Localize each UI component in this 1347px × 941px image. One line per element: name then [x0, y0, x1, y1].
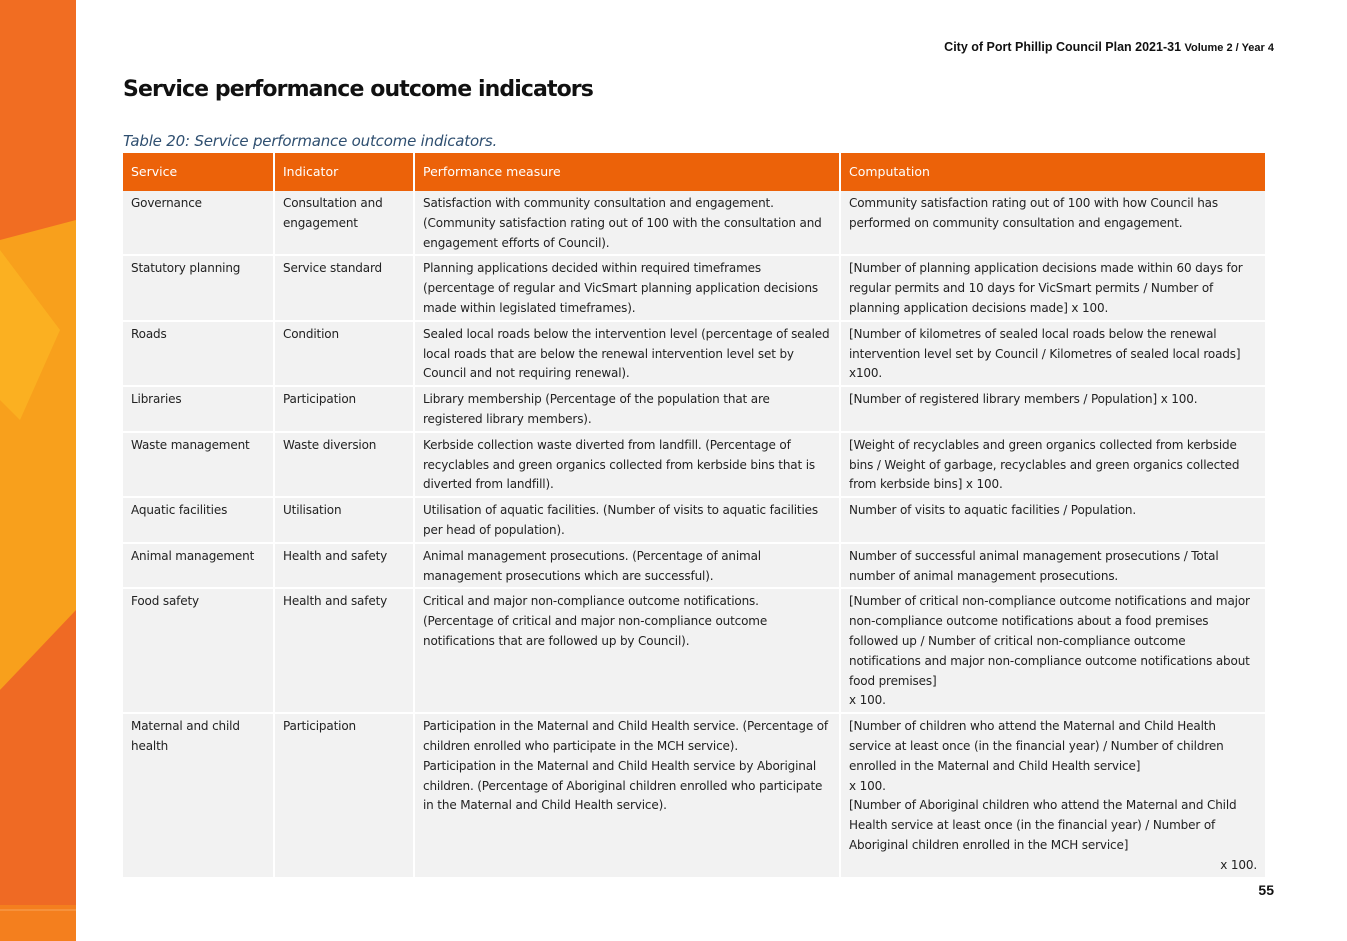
- document-header: [944, 40, 1274, 54]
- service-text: Statutory planning: [131, 261, 241, 276]
- measure-cell: [414, 191, 840, 255]
- service-text: Food safety: [131, 594, 199, 609]
- computation-text: [Number of children who attend the Maternal and Child Health service at least once (in the financial year) / Number of children enrolled in the Maternal and Child Health service] x 100. [Number of Aboriginal children who attend the Maternal and Child Health service at least once (in the financial year) / Number of Aboriginal children enrolled in the MCH service]: [849, 719, 1237, 852]
- computation-text: Community satisfaction rating out of 100 with how Council has performed on community consultation and engagement.: [849, 196, 1218, 230]
- measure-text: Participation in the Maternal and Child Health service. (Percentage of children enrolled who participate in the MCH service). Participation in the Maternal and Child Health service by Aboriginal children. (Percentage of Aboriginal children enrolled who participate in the Maternal and Child Health service).: [423, 719, 828, 813]
- table-row: [123, 321, 1265, 386]
- computation-cell: [840, 255, 1265, 320]
- service-cell: [123, 713, 274, 877]
- indicator-text: Utilisation: [283, 503, 342, 518]
- indicators-table: [123, 153, 1265, 879]
- computation-text: [Number of critical non-compliance outcome notifications and major non-compliance outcome notifications about a food premises followed up / Number of critical non-compliance outcome notifications and major non-compliance outcome notifications about food premises] x 100.: [849, 594, 1250, 708]
- table-row: [123, 497, 1265, 543]
- service-cell: [123, 191, 274, 255]
- measure-cell: [414, 713, 840, 877]
- indicator-text: Consultation and engagement: [283, 196, 383, 230]
- indicator-cell: [274, 255, 414, 320]
- computation-cell: [840, 386, 1265, 432]
- column-header-service: Service: [123, 153, 274, 191]
- indicator-cell: [274, 588, 414, 713]
- computation-cell: [840, 321, 1265, 386]
- service-text: Roads: [131, 326, 167, 341]
- indicator-text: Health and safety: [283, 594, 388, 609]
- service-cell: [123, 321, 274, 386]
- service-cell: [123, 255, 274, 320]
- indicator-cell: [274, 386, 414, 432]
- computation-cell: [840, 497, 1265, 543]
- computation-cell: [840, 713, 1265, 877]
- measure-cell: [414, 386, 840, 432]
- measure-text: Animal management prosecutions. (Percentage of animal management prosecutions which are successful).: [423, 548, 761, 583]
- service-cell: [123, 386, 274, 432]
- indicators-table-container: [123, 153, 1265, 879]
- table-row: [123, 191, 1265, 255]
- column-header-computation: Computation: [840, 153, 1265, 191]
- indicator-text: Health and safety: [283, 548, 388, 563]
- service-cell: [123, 432, 274, 497]
- side-band-graphic: [0, 0, 76, 941]
- header-subtitle: Volume 2 / Year 4: [1184, 42, 1274, 54]
- measure-text: Library membership (Percentage of the population that are registered library members).: [423, 392, 770, 426]
- indicator-cell: [274, 321, 414, 386]
- decorative-side-band: [0, 0, 76, 941]
- table-row: [123, 432, 1265, 497]
- computation-text: [Number of kilometres of sealed local roads below the renewal intervention level set by Council / Kilometres of sealed local roads] x100.: [849, 326, 1241, 381]
- computation-text: [Number of registered library members / Population] x 100.: [849, 392, 1198, 407]
- service-cell: [123, 497, 274, 543]
- service-text: Maternal and child health: [131, 719, 240, 753]
- page-title: Service performance outcome indicators: [123, 77, 593, 102]
- measure-cell: [414, 588, 840, 713]
- table-row: [123, 386, 1265, 432]
- computation-text: Number of successful animal management prosecutions / Total number of animal management prosecutions.: [849, 548, 1219, 583]
- computation-text-tail: x 100.: [1220, 857, 1257, 872]
- computation-text: [Number of planning application decisions made within 60 days for regular permits and 10 days for VicSmart permits / Number of planning application decisions made] x 100.: [849, 261, 1243, 315]
- service-text: Libraries: [131, 392, 182, 407]
- measure-cell: [414, 497, 840, 543]
- indicator-text: Condition: [283, 326, 339, 341]
- computation-cell: [840, 543, 1265, 589]
- measure-text: Utilisation of aquatic facilities. (Number of visits to aquatic facilities per head of population).: [423, 503, 819, 537]
- computation-text: Number of visits to aquatic facilities / Population.: [849, 503, 1137, 518]
- table-row: [123, 713, 1265, 877]
- measure-text: Planning applications decided within required timeframes (percentage of regular and VicSmart planning application decisions made within legislated timeframes).: [423, 261, 818, 315]
- measure-text: Critical and major non-compliance outcome notifications. (Percentage of critical and major non-compliance outcome notifications that are followed up by Council).: [423, 594, 768, 648]
- indicator-cell: [274, 497, 414, 543]
- table-header-row: [123, 153, 1265, 191]
- computation-cell: [840, 191, 1265, 255]
- measure-text: Sealed local roads below the intervention level (percentage of sealed local roads that are below the renewal intervention level set by Council and not requiring renewal).: [423, 326, 830, 381]
- service-cell: [123, 543, 274, 589]
- measure-text: Satisfaction with community consultation and engagement. (Community satisfaction rating out of 100 with the consultation and engagement efforts of Council).: [423, 196, 822, 250]
- table-row: [123, 588, 1265, 713]
- indicator-cell: [274, 543, 414, 589]
- indicator-cell: [274, 432, 414, 497]
- computation-text: [Weight of recyclables and green organics collected from kerbside bins / Weight of garbage, recyclables and green organics collected from kerbside bins] x 100.: [849, 437, 1240, 492]
- measure-cell: [414, 543, 840, 589]
- indicator-text: Waste diversion: [283, 437, 377, 452]
- service-text: Animal management: [131, 548, 255, 563]
- indicator-text: Participation: [283, 392, 356, 407]
- measure-cell: [414, 321, 840, 386]
- column-header-performance-measure: Performance measure: [414, 153, 840, 191]
- table-row: [123, 255, 1265, 320]
- service-text: Governance: [131, 196, 202, 210]
- header-title: City of Port Phillip Council Plan 2021-31: [944, 40, 1182, 54]
- computation-cell: [840, 432, 1265, 497]
- computation-cell: [840, 588, 1265, 713]
- service-text: Aquatic facilities: [131, 503, 228, 518]
- measure-cell: [414, 255, 840, 320]
- indicator-cell: [274, 191, 414, 255]
- table-row: [123, 543, 1265, 589]
- indicator-text: Participation: [283, 719, 356, 734]
- measure-text: Kerbside collection waste diverted from landfill. (Percentage of recyclables and green organics collected from kerbside bins that is diverted from landfill).: [423, 437, 815, 492]
- service-text: Waste management: [131, 437, 250, 452]
- indicator-cell: [274, 713, 414, 877]
- service-cell: [123, 588, 274, 713]
- page-number: 55: [1258, 882, 1274, 898]
- table-caption: Table 20: Service performance outcome indicators.: [123, 132, 498, 150]
- indicator-text: Service standard: [283, 261, 382, 276]
- measure-cell: [414, 432, 840, 497]
- column-header-indicator: Indicator: [274, 153, 414, 191]
